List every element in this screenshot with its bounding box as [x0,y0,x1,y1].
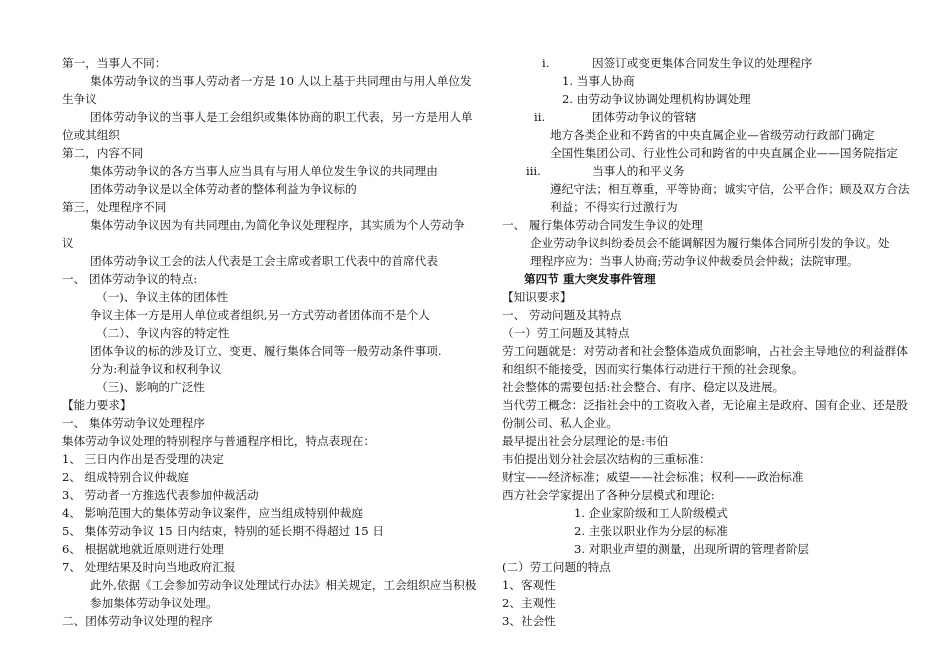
subheading: （二）、争议内容的特定性 [96,326,230,340]
paragraph-line: 团体劳动争议是以全体劳动者的整体利益为争议标的 [90,182,357,196]
list-item: 3、 劳动者一方推选代表参加仲裁活动 [62,488,259,502]
left-column [62,54,482,630]
roman-numeral: iii. [526,164,541,178]
paragraph-line: 利益；不得实行过激行为 [550,200,678,214]
heading-procedure-difference: 第三，处理程序不同 [62,200,167,214]
list-item: 1. 企业家阶级和工人阶级模式 [574,506,728,520]
paragraph-line: 劳工问题就是：对劳动者和社会整体造成负面影响，占社会主导地位的利益群体 [502,344,908,358]
section-label-ability: 【能力要求】 [62,398,132,412]
paragraph-line: 议 [62,236,74,250]
list-item: 1、客观性 [502,578,556,592]
roman-numeral: i. [542,56,550,70]
list-item: 2. 由劳动争议协调处理机构协调处理 [562,92,751,106]
section-label-knowledge: 【知识要求】 [502,290,572,304]
paragraph-line: 理程序应为：当事人协商;劳动争议仲裁委员会仲裁；法院审理。 [530,254,859,268]
paragraph-line: 团体劳动争议的当事人是工会组织或集体协商的职工代表，另一方是用人单 [90,110,473,124]
paragraph-line: 参加集体劳动争议处理。 [90,596,218,610]
paragraph-line: 和组织不能接受，因而实行集体行动进行干预的社会现象。 [502,362,804,376]
list-item: 4、 影响范围大的集体劳动争议案件，应当组成特别仲裁庭 [62,506,363,520]
roman-numeral: ii. [534,110,546,124]
paragraph-line: 全国性集团公司、行业性公司和跨省的中央直属企业——国务院指定 [550,146,898,160]
paragraph-line: 分为:利益争议和权利争议 [90,362,222,376]
paragraph-line: 份制公司、私人企业。 [502,416,618,430]
paragraph-line: 企业劳动争议纠纷委员会不能调解因为履行集体合同所引发的争议。处 [530,236,890,250]
paragraph-line: 最早提出社会分层理论的是:韦伯 [502,434,669,448]
paragraph-line: 财宝——经济标准；威望——社会标准；权利——政治标准 [502,470,804,484]
roman-list-item [502,162,922,180]
paragraph-line: 集体劳动争议的各方当事人应当具有与用人单位发生争议的共同理由 [90,164,438,178]
list-item: 5、 集体劳动争议 15 日内结束，特别的延长期不得超过 15 日 [62,524,384,538]
paragraph-line: 西方社会学家提出了各种分层模式和理论: [502,488,715,502]
list-item: 3. 对职业声望的测量，出现所谓的管理者阶层 [574,542,810,556]
roman-item-text: 当事人的和平义务 [592,164,685,178]
paragraph-line: 争议主体一方是用人单位或者组织,另一方式劳动者团体而不是个人 [90,308,430,322]
paragraph-line: 位或其组织 [62,128,120,142]
subheading: （一)、争议主体的团体性 [96,290,229,304]
roman-item-text: 因签订或变更集体合同发生争议的处理程序 [592,56,813,70]
paragraph-line: 韦伯提出划分社会层次结构的三重标准： [502,452,711,466]
heading-performance-dispute: 一、 履行集体劳动合同发生争议的处理 [502,218,703,232]
heading-content-difference: 第二，内容不同 [62,146,144,160]
heading-labor-issues: 一、 劳动问题及其特点 [502,308,622,322]
subheading: （三)、影响的广泛性 [96,380,205,394]
list-item: 2. 主张以职业作为分层的标准 [574,524,728,538]
heading-party-difference: 第一，当事人不同： [62,56,167,70]
subheading: （一）劳工问题及其特点 [502,326,630,340]
paragraph-line: 社会整体的需要包括:社会整合、有序、稳定以及进展。 [502,380,785,394]
paragraph-line: 集体劳动争议的当事人劳动者一方是 10 人以上基于共同理由与用人单位发 [90,74,472,88]
list-item: 7、 处理结果及时向当地政府汇报 [62,560,236,574]
section-title: 第四节 重大突发事件管理 [524,272,656,286]
list-item: 1. 当事人协商 [562,74,635,88]
paragraph-line: 此外,依据《工会参加劳动争议处理试行办法》相关规定，工会组织应当积极 [90,578,477,592]
heading-group-dispute-features: 一、 团体劳动争议的特点: [62,272,198,286]
list-item: 3、社会性 [502,614,556,628]
paragraph-line: 遵纪守法；相互尊重，平等协商；诚实守信，公平合作；顾及双方合法 [550,182,910,196]
paragraph-line: 当代劳工概念：泛指社会中的工资收入者，无论雇主是政府、国有企业、还是股 [502,398,908,412]
paragraph-line: 集体劳动争议处理的特别程序与普通程序相比，特点表现在： [62,434,376,448]
paragraph-line: 团体争议的标的涉及订立、变更、履行集体合同等一般劳动条件事项. [90,344,442,358]
list-item: 6、 根据就地就近原则进行处理 [62,542,224,556]
paragraph-line: 生争议 [62,92,97,106]
roman-list-item [502,108,922,126]
list-item: 1、 三日内作出是否受理的决定 [62,452,224,466]
paragraph-line: 地方各类企业和不跨省的中央直属企业—省级劳动行政部门确定 [550,128,875,142]
right-column [502,54,922,630]
roman-list-item [502,54,922,72]
heading-collective-procedure: 一、 集体劳动争议处理程序 [62,416,205,430]
subheading: (二）劳工问题的特点 [502,560,611,574]
paragraph-line: 集体劳动争议因为有共同理由,为简化争议处理程序，其实质为个人劳动争 [90,218,465,232]
list-item: 2、主观性 [502,596,556,610]
paragraph-line: 团体劳动争议工会的法人代表是工会主席或者职工代表中的首席代表 [90,254,438,268]
heading-group-procedure: 二、团体劳动争议处理的程序 [62,614,213,628]
list-item: 2、 组成特别合议仲裁庭 [62,470,189,484]
roman-item-text: 团体劳动争议的管辖 [592,110,697,124]
